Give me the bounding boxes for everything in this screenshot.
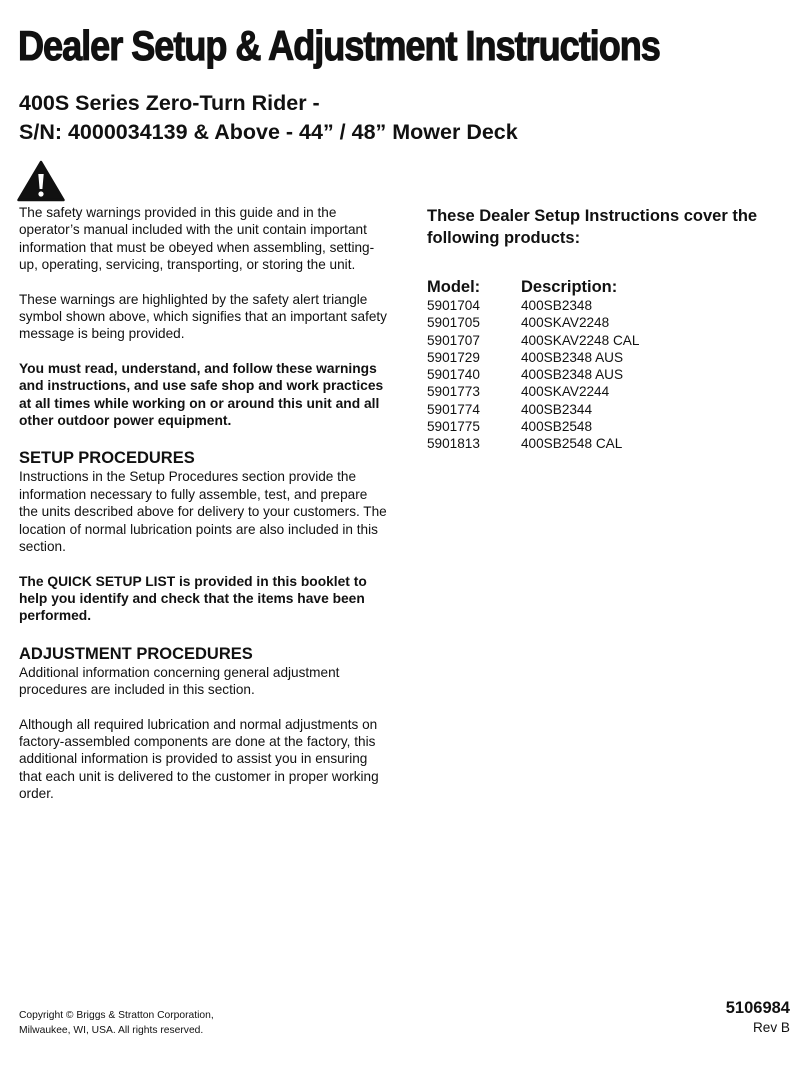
right-column <box>427 205 797 453</box>
model-cell: 5901775 <box>427 419 480 435</box>
table-row <box>427 383 639 400</box>
left-column <box>19 204 389 803</box>
subtitle-line-1: 400S Series Zero-Turn Rider - <box>19 91 320 115</box>
model-cell: 5901705 <box>427 315 480 331</box>
products-table <box>427 277 639 453</box>
table-row <box>427 401 639 418</box>
table-row <box>427 418 639 435</box>
model-cell: 5901773 <box>427 384 480 400</box>
products-heading: These Dealer Setup Instructions cover the following products: <box>427 207 758 247</box>
table-row <box>427 435 639 452</box>
adjustment-paragraph-2: Although all required lubrication and normal adjustments on factory-assembled components are done at the factory, this additional information is provided to assist you in ensuring that each unit is delivered to the customer in proper working order. <box>19 716 379 802</box>
document-number: 5106984 <box>725 999 790 1017</box>
table-row <box>427 366 639 383</box>
document-title: Dealer Setup & Adjustment Instructions <box>18 22 660 69</box>
table-row <box>427 332 639 349</box>
description-cell: 400SB2548 <box>521 419 593 435</box>
copyright-line-1: Copyright © Briggs & Stratton Corporation, <box>19 1010 214 1021</box>
description-cell: 400SB2348 AUS <box>521 367 624 383</box>
table-row <box>427 349 639 366</box>
description-cell: 400SB2348 AUS <box>521 349 624 365</box>
products-table-header <box>427 277 639 297</box>
table-row <box>427 297 639 314</box>
document-subtitle <box>19 89 518 147</box>
description-cell: 400SB2344 <box>521 401 593 417</box>
model-cell: 5901740 <box>427 367 480 383</box>
description-cell: 400SKAV2248 <box>521 315 610 331</box>
safety-alert-triangle-icon <box>17 160 65 202</box>
model-column-header: Model: <box>427 278 481 296</box>
adjustment-procedures-heading: ADJUSTMENT PROCEDURES <box>19 644 253 663</box>
setup-procedures-heading: SETUP PROCEDURES <box>19 449 195 468</box>
description-cell: 400SKAV2244 <box>521 384 610 400</box>
document-id <box>726 997 790 1037</box>
copyright-line-2: Milwaukee, WI, USA. All rights reserved. <box>19 1024 204 1036</box>
description-column-header: Description: <box>521 278 618 296</box>
adjustment-paragraph-1: Additional information concerning general adjustment procedures are included in this section. <box>19 664 340 698</box>
table-row <box>427 314 639 331</box>
safety-warning-paragraph: You must read, understand, and follow these warnings and instructions, and use safe shop and work practices at all times while working on or around this unit and all other outdoor power equipment. <box>19 360 384 429</box>
safety-paragraph-1: The safety warnings provided in this guide and in the operator’s manual included with the unit contain important information that must be obeyed when assembling, setting-up, operating, servicing, transporting, or storing the unit. <box>19 205 375 273</box>
revision-label: Rev B <box>752 1020 790 1035</box>
quick-setup-note: The QUICK SETUP LIST is provided in this booklet to help you identify and check that the items have been performed. <box>19 573 367 624</box>
model-cell: 5901774 <box>427 401 480 417</box>
subtitle-line-2: S/N: 4000034139 & Above - 44” / 48” Mower Deck <box>19 120 518 144</box>
model-cell: 5901729 <box>427 349 480 365</box>
safety-paragraph-2: These warnings are highlighted by the safety alert triangle symbol shown above, which signifies that an important safety message is being provided. <box>19 291 387 342</box>
description-cell: 400SB2348 <box>521 298 593 313</box>
description-cell: 400SKAV2248 CAL <box>521 332 640 348</box>
copyright-notice <box>19 1009 214 1038</box>
description-cell: 400SB2548 CAL <box>521 436 623 452</box>
model-cell: 5901704 <box>427 298 480 313</box>
model-cell: 5901813 <box>427 436 480 452</box>
setup-procedures-paragraph: Instructions in the Setup Procedures section provide the information necessary to fully assemble, test, and prepare the units described above for delivery to your customers. The location of normal lubrication points are also included in this section. <box>19 469 387 555</box>
model-cell: 5901707 <box>427 332 480 348</box>
